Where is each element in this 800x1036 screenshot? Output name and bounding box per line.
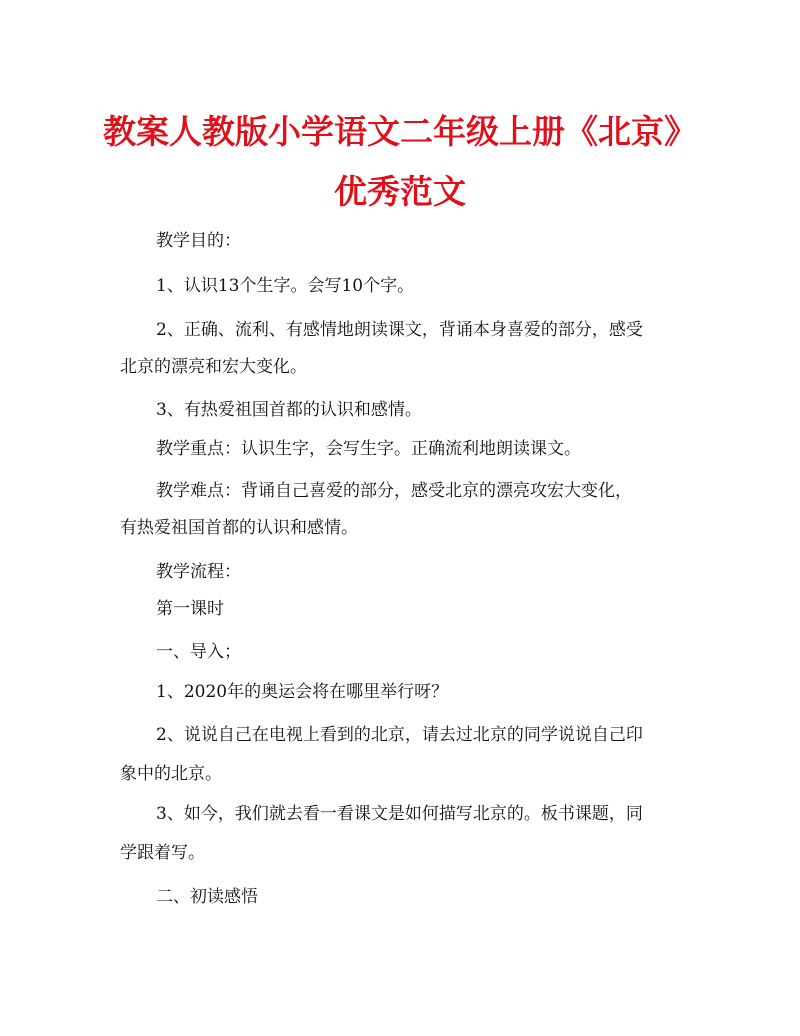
paragraph-teaching-objectives-heading	[120, 228, 690, 254]
paragraph-line: 第一课时	[156, 599, 224, 619]
paragraph-line: 一、导入；	[156, 642, 241, 662]
paragraph-key-points	[120, 436, 690, 462]
paragraph-line: 3、如今，我们就去看一看课文是如何描写北京的。板书课题，同	[156, 804, 643, 824]
paragraph-line: 教学重点：认识生字，会写生字。正确流利地朗读课文。	[156, 439, 581, 459]
paragraph-line: 2、说说自己在电视上看到的北京，请去过北京的同学说说自己印	[156, 725, 643, 745]
paragraph-line: 2、正确、流利、有感情地朗读课文，背诵本身喜爱的部分，感受	[156, 320, 643, 340]
paragraph-intro-question-1	[120, 679, 690, 705]
paragraph-line: 教学难点：背诵自己喜爱的部分，感受北京的漂亮攻宏大变化，	[156, 481, 632, 501]
paragraph-section-first-reading	[120, 884, 690, 910]
paragraph-line: 1、认识13个生字。会写10个字。	[156, 276, 415, 296]
paragraph-intro-step-3	[120, 801, 690, 866]
paragraph-objective-2	[120, 317, 690, 380]
paragraph-line: 3、有热爱祖国首都的认识和感情。	[156, 400, 422, 420]
paragraph-line: 二、初读感悟	[156, 887, 258, 907]
paragraph-teaching-process-heading	[120, 559, 690, 585]
paragraph-line: 有热爱祖国首都的认识和感情。	[120, 518, 358, 538]
paragraph-line: 象中的北京。	[120, 764, 222, 784]
paragraph-intro-question-2	[120, 722, 690, 787]
paragraph-section-introduction	[120, 639, 690, 665]
paragraph-first-lesson	[120, 596, 690, 622]
paragraph-line: 1、2020年的奥运会将在哪里举行呀？	[156, 682, 449, 702]
paragraph-line: 教学目的：	[156, 231, 241, 251]
document-title-line-1: 教案人教版小学语文二年级上册《北京》	[103, 112, 697, 151]
paragraph-line: 教学流程：	[156, 562, 241, 582]
paragraph-objective-3	[120, 397, 690, 423]
paragraph-difficulties	[120, 478, 690, 541]
paragraph-line: 学跟着写。	[120, 843, 205, 863]
paragraph-objective-1	[120, 273, 690, 299]
paragraph-line: 北京的漂亮和宏大变化。	[120, 357, 307, 377]
document-title-line-2: 优秀范文	[334, 172, 466, 211]
